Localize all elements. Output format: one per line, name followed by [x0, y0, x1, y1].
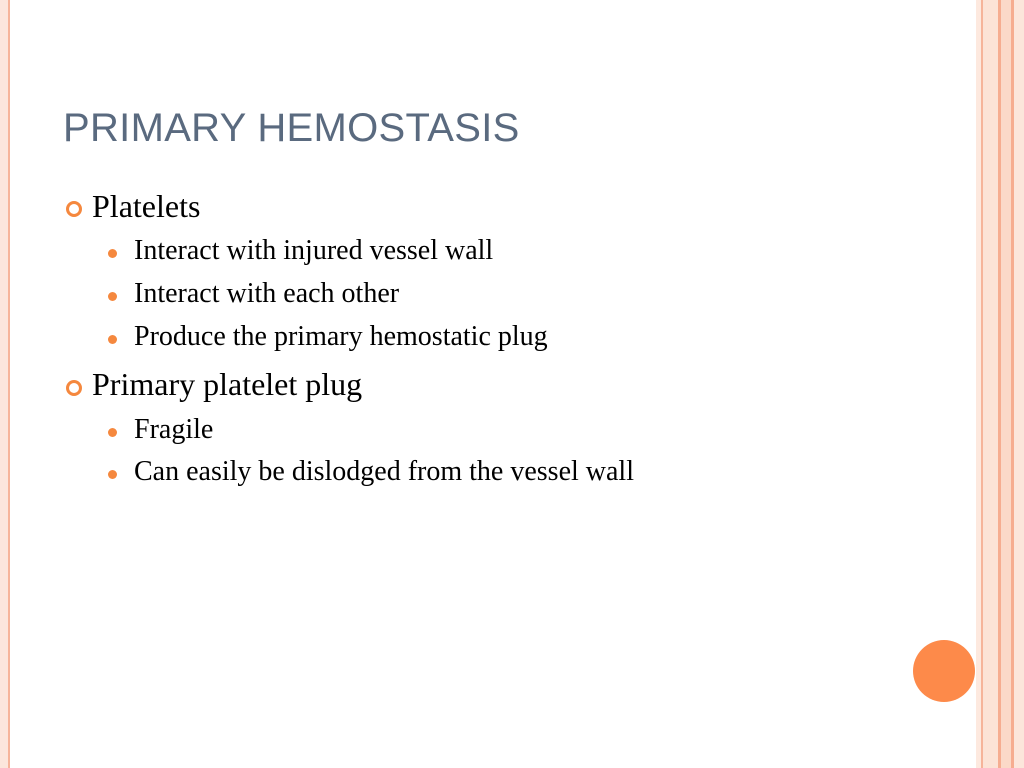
dot-bullet-icon — [108, 249, 117, 258]
slide-title: PRIMARY HEMOSTASIS — [63, 106, 520, 150]
ring-bullet-icon — [66, 380, 82, 396]
dot-bullet-icon — [108, 470, 117, 479]
sub-bullet-item: Produce the primary hemostatic plug — [134, 321, 548, 352]
dot-bullet-icon — [108, 428, 117, 437]
sub-bullet-item: Can easily be dislodged from the vessel wall — [134, 456, 634, 487]
sub-bullet-item: Interact with each other — [134, 278, 400, 309]
sub-bullet-item: Interact with injured vessel wall — [134, 235, 494, 266]
bullet-item: Platelets — [92, 188, 201, 224]
bullet-item: Primary platelet plug — [92, 366, 363, 402]
dot-bullet-icon — [108, 292, 117, 301]
sub-bullet-item: Fragile — [134, 414, 214, 445]
dot-bullet-icon — [108, 335, 117, 344]
ring-bullet-icon — [66, 201, 82, 217]
